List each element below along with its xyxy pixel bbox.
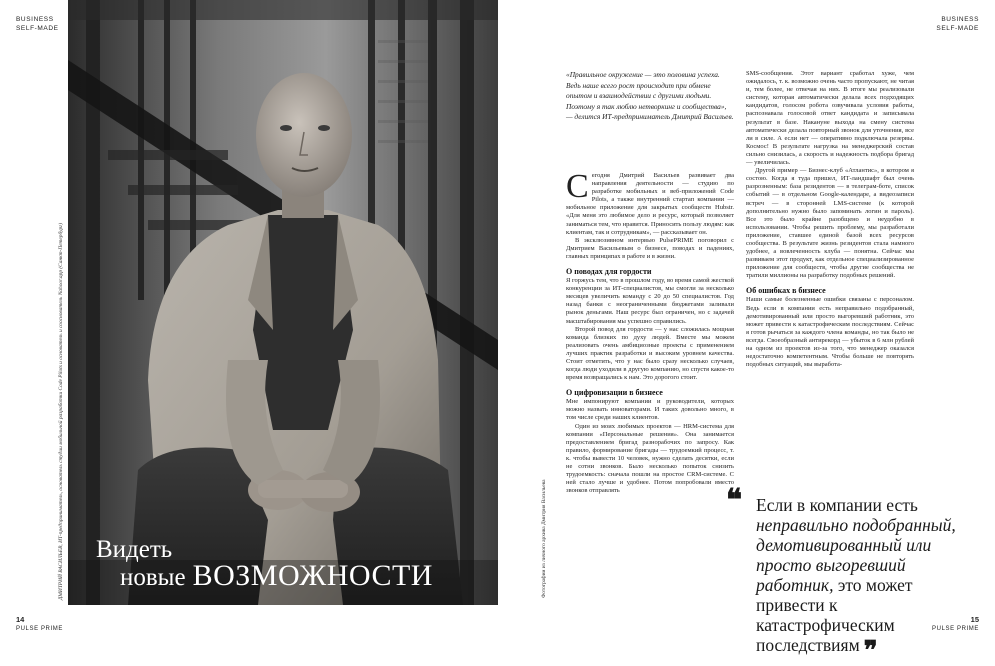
- paragraph: SMS-сообщения. Этот вариант сработал хуже, чем ожидалось, т. к. возможно очень часто пропускают, не читая и, тем более, не отвечая на них. В итоге мы реализовали систему, которая автоматически делала всех подходящих кандидатов, голосом робота озвучивала условия работы, распознавала голосовой ответ кандидата и записывала результат в базе. Накануне выхода на смену система автоматически делала повторный звонок для уточнения, все ли в силе. А если нет — оперативно подключала резервы. Космос! В результате нагрузка на менеджерский состав сильно снизилась, а скорость и надежность подбора бригад — увеличилась.: [746, 70, 914, 167]
- portrait-illustration: [68, 0, 498, 605]
- pull-quote-text: Если в компании есть неправильно подобранный, демотивированный или просто выгоревший работник, это может привести к катастрофическим последствиям ❞: [756, 495, 956, 666]
- paragraph: Наши самые болезненные ошибки связаны с персоналом. Ведь если в компании есть неправильно подобранный, демотивированный или просто выгоревший работник, это может привести к катастрофическим последствиям. Сейчас я готов рычаться за каждого члена команды, но так было не всегда. Своеобразный антирекорд — убыток в 6 млн рублей на одном из проектов из-за того, что менеджер оказался недостаточно компетентным. Чтобы больше не повторять подобных ситуаций, мы выработа-: [746, 296, 914, 369]
- intro-paragraph: Сегодня Дмитрий Васильев развивает два направления деятельности — студию по разработке мобильных и веб-приложений Code Pilots, а также внутренний стартап компании — мобильное приложение для закрытых сообществ Hubstr. «Для меня это любимое дело и ресурс, который позволяет заниматься тем, что нравится. Приносить пользу людям: как клиентам, так и сотрудникам», — рассказывает он.: [566, 168, 734, 236]
- paragraph: Я горжусь тем, что в прошлом году, во время самой жесткой конкуренции за ИТ-специалистов, мы смогли за несколько месяцев увеличить команду с 20 до 50 специалистов. Год назад банки с неограниченными бюджетами заливали рынок деньгами. Наш ресурс был ограничен, но с задачей масштабирования мы успешно справились.: [566, 277, 734, 325]
- article-column-2: [746, 70, 914, 369]
- photo-credit: Фотографии из личного архива Дмитрия Васильева: [541, 479, 547, 598]
- section-line-2: SELF-MADE: [16, 25, 59, 32]
- paragraph: Один из моих любимых проектов — HRM-система для компании «Персональные решения». Она занимается предоставлением бригад разнорабочих по запросу. Как правило, формирование бригады — трудоемкий процесс, т. к. чтобы вывести 10 человек, нужно сделать десятки, если не сотни звонков. Было несколько попыток снизить трудоемкость: сначала пошли на простое CRM-системе. С ней стало лучше и удобнее. Потом попробовали вместо звонков отправлять: [566, 422, 734, 495]
- section-line-1: BUSINESS: [941, 16, 979, 23]
- headline-line-2: [120, 561, 433, 591]
- portrait-photo: [68, 0, 498, 605]
- subheading: О цифровизации в бизнесе: [566, 388, 663, 398]
- paragraph: Мне импонируют компании и руководители, которых можно назвать инноваторами. И таких довольно много, в том числе среди наших клиентов.: [566, 398, 734, 422]
- paragraph: Второй повод для гордости — у нас сложилась мощная команда близких по духу людей. Вместе мы можем реализовать очень амбициозные проекты с применением лучших практик разработки и высоким уровнем качества. Стоит отметить, что у нас было сразу несколько случаев, когда люди уходили в другую компанию, но спустя какое-то время возвращались к нам. Это дорогого стоит.: [566, 325, 734, 382]
- open-quote-icon: ❝: [726, 483, 743, 518]
- close-quote-icon: ❞: [863, 636, 878, 666]
- headline-word-opportunities: ВОЗМОЖНОСТИ: [192, 559, 433, 592]
- magazine-name-right: PULSE PRIME: [932, 626, 979, 632]
- section-label-right: [936, 15, 979, 33]
- subheading: О поводах для гордости: [566, 267, 652, 277]
- page-number-left: 14: [16, 615, 25, 624]
- page-number-right: 15: [970, 615, 979, 624]
- drop-cap: С: [566, 168, 589, 205]
- article-column-1: [566, 168, 734, 495]
- lead-paragraph: «Правильное окружение — это половина успеха. Ведь наше всего рост происходит при обмене опытом и взаимодействии с другими людьми. Поэтому я так люблю нетворкинг и сообщества», — делится ИТ-предприниматель Дмитрий Васильев.: [566, 70, 734, 121]
- subheading: Об ошибках в бизнесе: [746, 286, 826, 296]
- paragraph: Другой пример — Бизнес-клуб «Атлантис», в котором я состою. Когда я туда пришел, ИТ-ландшафт был очень разрозненным: база резидентов — в телеграм-боте, список событий — в отдельном Google-календаре, а видеозаписи встреч — в сторонней LMS-системе (к которой дополнительно нужно было запоминать логин и пароль). Все это было крайне разобщено и неудобно в использовании. Чтобы решить проблему, мы разработали приложение, ставшее единой базой всех ресурсов сообщества. В результате жизнь резидентов стала намного удобнее, а вовлеченность клуба — понятна. Сейчас мы развиваем этот продукт, как отдельное специализированное приложение для сообществ, чтобы другие сообщества не тратили миллионы на разработку подобных решений.: [746, 167, 914, 280]
- photo-caption: ДМИТРИЙ ВАСИЛЬЕВ, ИТ-предприниматель, основатель студии мобильной разработки Code Pilots и основатель и сооснователь Nahoor.app (Санкт-Петербург): [58, 222, 64, 600]
- headline-word-new: новые: [120, 564, 186, 591]
- section-label: [16, 15, 59, 33]
- section-line-2: SELF-MADE: [936, 25, 979, 32]
- paragraph: В эксклюзивном интервью PulsePRIME поговорил с Дмитрием Васильевым о бизнесе, поводах и падениях, главных принципах в работе и в жизни.: [566, 236, 734, 260]
- section-line-1: BUSINESS: [16, 16, 54, 23]
- magazine-name-left: PULSE PRIME: [16, 626, 63, 632]
- headline-line-1: Видеть: [96, 536, 173, 563]
- pull-quote: [726, 483, 966, 666]
